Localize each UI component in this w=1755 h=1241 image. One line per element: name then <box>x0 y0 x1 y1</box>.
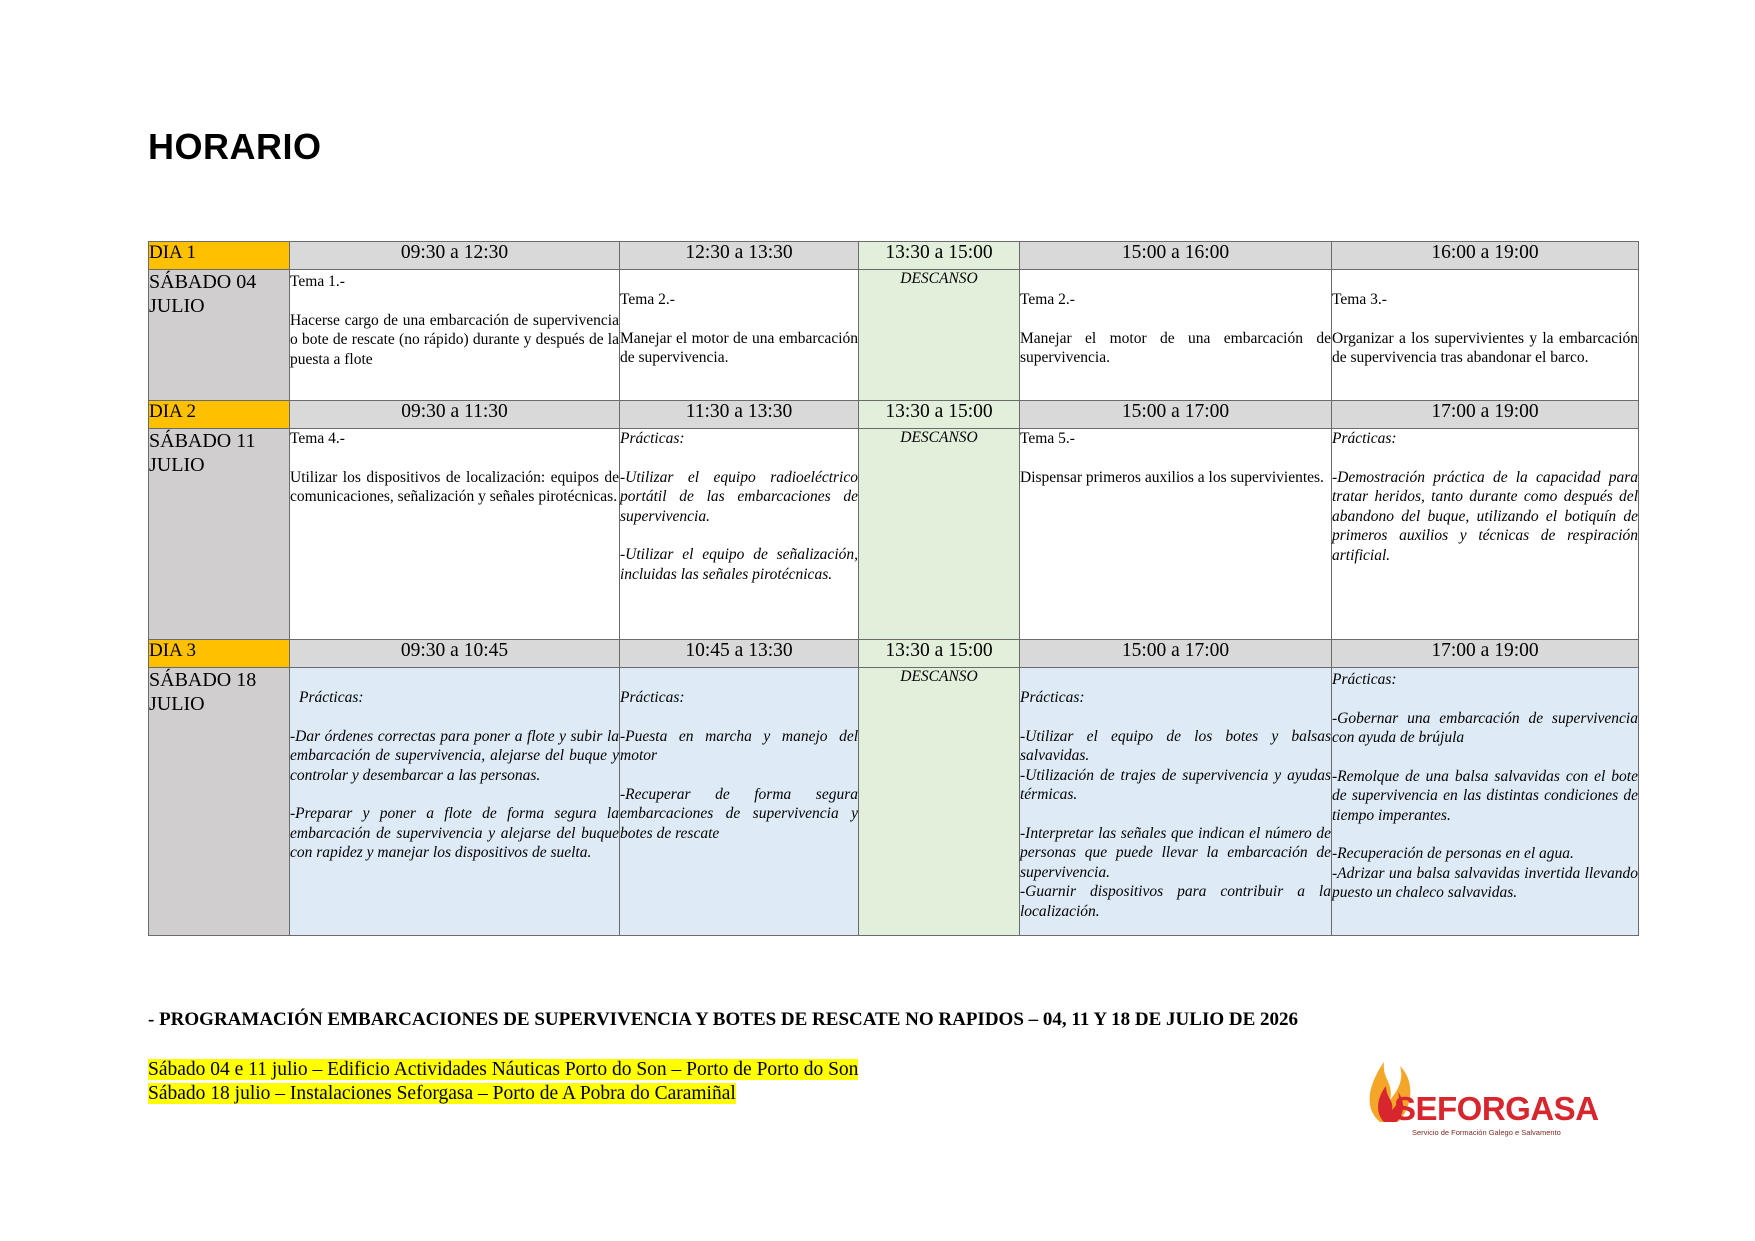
schedule-table <box>148 241 1639 936</box>
session-text: -Adrizar una balsa salvavidas invertida llevando puesto un chaleco salvavidas. <box>1332 864 1638 901</box>
time-slot-break: 13:30 a 15:00 <box>859 242 1020 270</box>
location-line <box>148 1058 858 1082</box>
day-2-content-row <box>149 429 1639 640</box>
session-cell <box>1332 429 1639 640</box>
time-slot: 17:00 a 19:00 <box>1332 640 1639 668</box>
session-text: -Dar órdenes correctas para poner a flote y subir la embarcación de supervivencia, alejarse del buque y controlar y desembarcar a las personas. <box>290 727 619 784</box>
day-label: DIA 1 <box>149 242 290 270</box>
time-slot: 15:00 a 17:00 <box>1020 401 1332 429</box>
time-slot: 17:00 a 19:00 <box>1332 401 1639 429</box>
session-heading: Tema 4.- <box>290 430 345 447</box>
session-cell <box>1332 270 1639 401</box>
session-text: Utilizar los dispositivos de localización: equipos de comunicaciones, señalización y señales pirotécnicas. <box>290 468 619 505</box>
session-cell <box>290 429 620 640</box>
time-slot-break: 13:30 a 15:00 <box>859 401 1020 429</box>
session-heading: Tema 1.- <box>290 273 345 290</box>
day-3-header-row <box>149 640 1639 668</box>
session-text: -Recuperación de personas en el agua. <box>1332 845 1574 862</box>
session-cell <box>290 668 620 936</box>
date-cell <box>149 270 290 401</box>
time-slot: 09:30 a 11:30 <box>290 401 620 429</box>
day-label: DIA 3 <box>149 640 290 668</box>
session-text: Dispensar primeros auxilios a los supervivientes. <box>1020 468 1324 486</box>
session-text: -Utilizar el equipo radioeléctrico portátil de las embarcaciones de supervivencia. <box>620 468 858 525</box>
day-3-content-row <box>149 668 1639 936</box>
time-slot: 09:30 a 10:45 <box>290 640 620 668</box>
session-cell <box>620 270 859 401</box>
session-text: -Guarnir dispositivos para contribuir a la localización. <box>1020 883 1331 920</box>
program-note: - PROGRAMACIÓN EMBARCACIONES DE SUPERVIVENCIA Y BOTES DE RESCATE NO RAPIDOS – 04, 11 Y 18 DE JULIO DE 2026 <box>148 1009 1299 1030</box>
session-heading: Tema 2.- <box>1020 291 1075 308</box>
day-2-header-row <box>149 401 1639 429</box>
location-text: Sábado 04 e 11 julio – Edificio Actividades Náuticas Porto do Son – Porto de Porto do Son <box>148 1059 859 1080</box>
time-slot: 16:00 a 19:00 <box>1332 242 1639 270</box>
date-line: JULIO <box>149 693 205 715</box>
seforgasa-logo <box>1360 1052 1620 1144</box>
day-label: DIA 2 <box>149 401 290 429</box>
break-cell: DESCANSO <box>859 429 1020 640</box>
date-line: JULIO <box>149 295 205 317</box>
date-line: SÁBADO 18 <box>149 669 257 691</box>
session-cell <box>290 270 620 401</box>
logo-name: SEFORGASA <box>1394 1090 1599 1127</box>
break-cell: DESCANSO <box>859 270 1020 401</box>
session-text: Manejar el motor de una embarcación de supervivencia. <box>1020 329 1331 366</box>
session-text: -Utilización de trajes de supervivencia y ayudas térmicas. <box>1020 766 1331 803</box>
time-slot: 11:30 a 13:30 <box>620 401 859 429</box>
session-text: -Demostración práctica de la capacidad para tratar heridos, tanto durante como después del abandono del buque, utilizando el botiquín de primeros auxilios y técnicas de respiración artificial. <box>1332 468 1638 564</box>
time-slot: 12:30 a 13:30 <box>620 242 859 270</box>
session-text: Organizar a los supervivientes y la embarcación de supervivencia tras abandonar el barco. <box>1332 329 1638 366</box>
session-heading: Tema 5.- <box>1020 430 1075 447</box>
day-1-header-row <box>149 242 1639 270</box>
session-heading: Tema 2.- <box>620 291 675 308</box>
session-heading: Prácticas: <box>1332 671 1397 688</box>
session-cell <box>620 668 859 936</box>
session-text: -Recuperar de forma segura embarcaciones de supervivencia y botes de rescate <box>620 785 858 842</box>
session-heading: Prácticas: <box>1332 430 1397 447</box>
session-text: -Preparar y poner a flote de forma segura la embarcación de supervivencia y alejarse del buque con rapidez y manejar los dispositivos de suelta. <box>290 805 619 861</box>
session-text: -Interpretar las señales que indican el número de personas que puede llevar la embarcación de supervivencia. <box>1020 824 1331 881</box>
session-cell <box>620 429 859 640</box>
location-text: Sábado 18 julio – Instalaciones Seforgasa – Porto de A Pobra do Caramiñal <box>148 1083 736 1104</box>
page-title: HORARIO <box>148 126 322 167</box>
time-slot: 15:00 a 17:00 <box>1020 640 1332 668</box>
session-cell <box>1020 270 1332 401</box>
time-slot: 09:30 a 12:30 <box>290 242 620 270</box>
day-1-content-row <box>149 270 1639 401</box>
session-text: Hacerse cargo de una embarcación de supervivencia o bote de rescate (no rápido) durante y después de la puesta a flote <box>290 311 619 368</box>
break-cell: DESCANSO <box>859 668 1020 936</box>
session-heading: Tema 3.- <box>1332 291 1387 308</box>
session-text: -Gobernar una embarcación de supervivencia con ayuda de brújula <box>1332 709 1638 746</box>
date-line: JULIO <box>149 454 205 476</box>
session-cell <box>1332 668 1639 936</box>
session-text: -Utilizar el equipo de señalización, incluidas las señales pirotécnicas. <box>620 546 858 583</box>
location-line <box>148 1082 736 1106</box>
session-text: -Remolque de una balsa salvavidas con el bote de supervivencia en las distintas condiciones de tiempo imperantes. <box>1332 767 1638 824</box>
session-text: -Utilizar el equipo de los botes y balsas salvavidas. <box>1020 727 1331 764</box>
session-heading: Prácticas: <box>620 430 685 447</box>
session-heading: Prácticas: <box>299 689 364 706</box>
time-slot-break: 13:30 a 15:00 <box>859 640 1020 668</box>
session-heading: Prácticas: <box>1020 689 1085 706</box>
date-cell <box>149 429 290 640</box>
date-line: SÁBADO 04 <box>149 271 257 293</box>
time-slot: 10:45 a 13:30 <box>620 640 859 668</box>
session-cell <box>1020 429 1332 640</box>
session-text: Manejar el motor de una embarcación de supervivencia. <box>620 329 858 366</box>
logo-subtitle: Servicio de Formación Galego e Salvamento <box>1412 1128 1561 1137</box>
session-heading: Prácticas: <box>620 689 685 706</box>
session-text: -Puesta en marcha y manejo del motor <box>620 727 858 764</box>
date-line: SÁBADO 11 <box>149 430 256 452</box>
time-slot: 15:00 a 16:00 <box>1020 242 1332 270</box>
session-cell <box>1020 668 1332 936</box>
date-cell <box>149 668 290 936</box>
